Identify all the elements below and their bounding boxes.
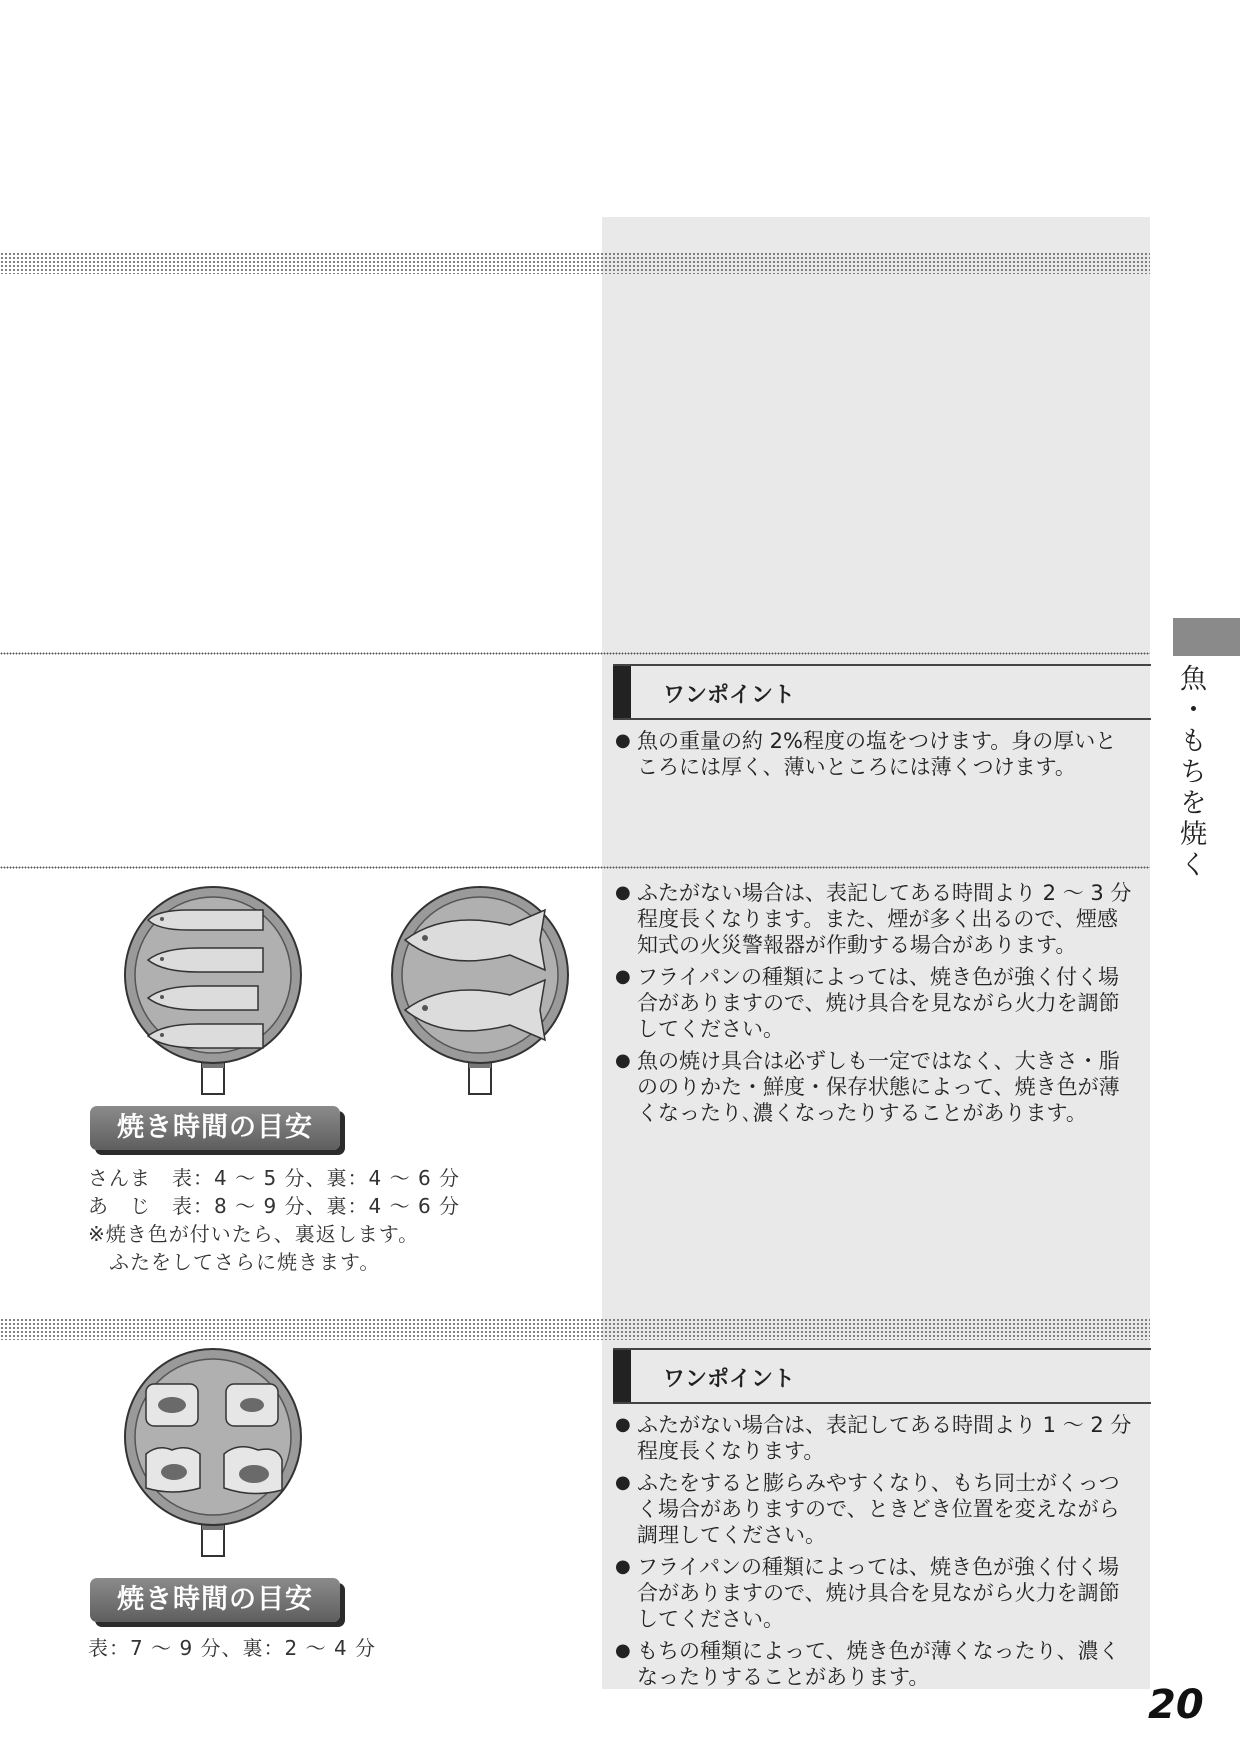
bullet-icon: ● (615, 1050, 631, 1071)
onepoint-bar (613, 1350, 631, 1402)
bullet-icon: ● (615, 966, 631, 987)
fish-onepoint-header (613, 664, 1151, 720)
fish-guide-text (88, 1164, 460, 1276)
pan-aji-illustration (385, 880, 575, 1095)
list-item: ● フライパンの種類によっては、焼き色が強く付く場合がありますので、焼け具合を見ながら火力を調節してください。 (615, 965, 1120, 1041)
mochi-onepoint-header (613, 1348, 1151, 1404)
list-item: ● 魚の焼け具合は必ずしも一定ではなく、大きさ・脂ののりかた・鮮度・保存状態によって、焼き色が薄くなったり､濃くなったりすることがあります。 (615, 1049, 1120, 1125)
bullet-icon: ● (615, 1414, 631, 1435)
list-item: ● 魚の重量の約 2%程度の塩をつけます。身の厚いところには厚く、薄いところには薄くつけます。 (615, 729, 1117, 779)
onepoint-bar (613, 666, 631, 718)
guide-line: ふたをしてさらに焼きます。 (88, 1250, 381, 1274)
mochi-guide-badge: 焼き時間の目安 (90, 1578, 340, 1622)
list-item: ● ふたをすると膨らみやすくなり、もち同士がくっつく場合がありますので、ときどき位置を変えながら調理してください。 (615, 1471, 1120, 1547)
guide-line: ※焼き色が付いたら、裏返します。 (88, 1222, 420, 1246)
page-number: 20 (1148, 1682, 1204, 1728)
bullet-icon: ● (615, 882, 631, 903)
guide-line: 表：7 〜 9 分、裏：2 〜 4 分 (88, 1636, 377, 1660)
list-item: ● ふたがない場合は、表記してある時間より 1 〜 2 分程度長くなります。 (615, 1413, 1132, 1463)
fish-notes-list (615, 880, 1135, 1132)
bullet-icon: ● (615, 1640, 631, 1661)
list-item: ● ふたがない場合は、表記してある時間より 2 〜 3 分程度長くなります。また、煙が多く出るので、煙感知式の火災警報器が作動する場合があります。 (615, 881, 1132, 957)
side-tab-marker (1173, 618, 1240, 656)
mochi-guide-text (88, 1634, 376, 1662)
dotted-line-2 (0, 866, 1150, 869)
dotted-divider-middle (0, 1318, 1150, 1340)
list-item: ● もちの種類によって、焼き色が薄くなったり、濃くなったりすることがあります。 (615, 1639, 1120, 1689)
side-tab-label: 魚・もちを焼く (1175, 664, 1206, 881)
pan-saury-illustration (118, 880, 308, 1095)
dotted-divider-top (0, 252, 1150, 274)
mochi-onepoint-title: ワンポイント (663, 1367, 796, 1392)
bullet-icon: ● (615, 1472, 631, 1493)
bullet-icon: ● (615, 1556, 631, 1577)
fish-guide-badge: 焼き時間の目安 (90, 1106, 340, 1150)
bullet-icon: ● (615, 730, 631, 751)
mochi-onepoint-list (615, 1412, 1135, 1696)
dotted-line-1 (0, 652, 1150, 655)
guide-line: あ じ 表：8 〜 9 分、裏：4 〜 6 分 (88, 1194, 461, 1218)
fish-onepoint-list (615, 728, 1135, 786)
fish-onepoint-title: ワンポイント (663, 683, 796, 708)
guide-line: さんま 表：4 〜 5 分、裏：4 〜 6 分 (88, 1166, 461, 1190)
list-item: ● フライパンの種類によっては、焼き色が強く付く場合がありますので、焼け具合を見ながら火力を調節してください。 (615, 1555, 1120, 1631)
pan-mochi-illustration (118, 1342, 308, 1557)
